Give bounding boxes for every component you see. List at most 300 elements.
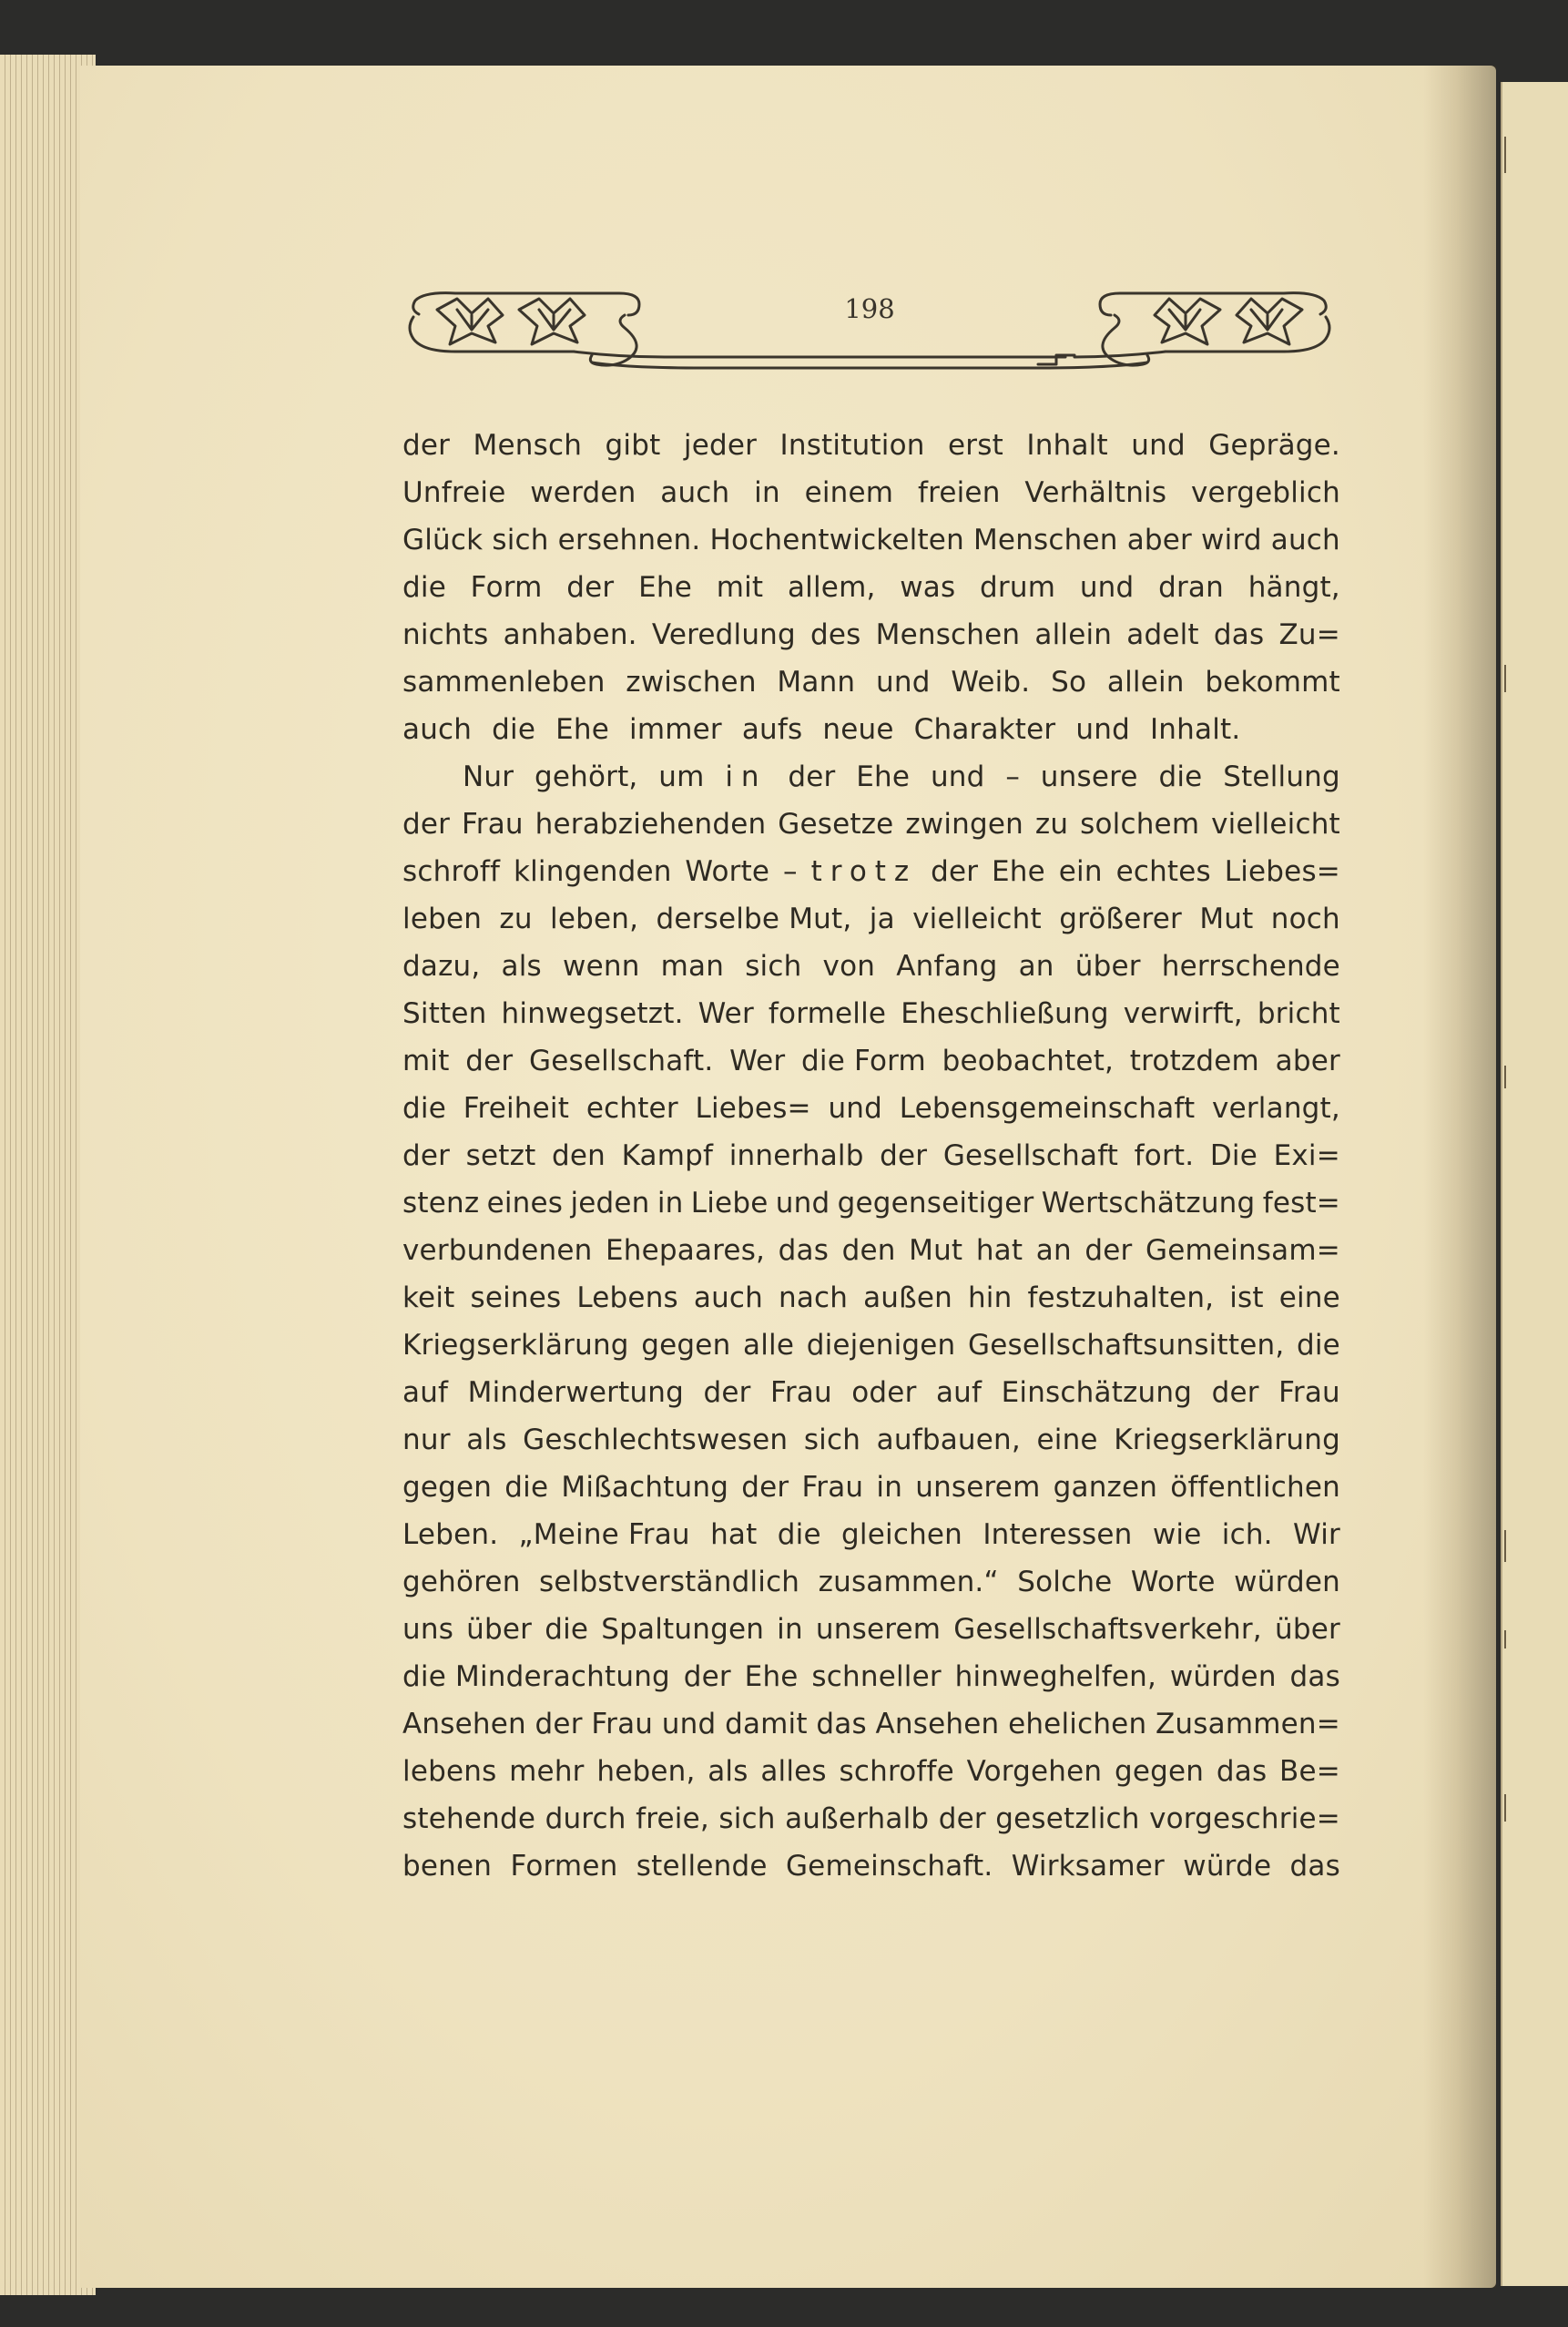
- word: Minderwertung: [467, 1376, 685, 1409]
- word: eines: [486, 1187, 564, 1220]
- word: trotz: [810, 855, 918, 888]
- word: den: [552, 1139, 606, 1172]
- word: Ehe: [856, 760, 911, 793]
- word: zusammen.“: [818, 1566, 999, 1598]
- word: freie,: [636, 1802, 709, 1835]
- word: hinwegsetzt.: [501, 997, 684, 1030]
- word: mehr: [509, 1755, 585, 1788]
- word: des: [810, 618, 861, 651]
- word: Gesellschaftsunsitten,: [967, 1329, 1285, 1362]
- word: was: [900, 571, 956, 604]
- word: der: [938, 1802, 986, 1835]
- word: aufbauen,: [876, 1424, 1021, 1456]
- text-line: [402, 895, 1340, 943]
- word: Frau: [1278, 1376, 1340, 1409]
- word: hängt,: [1247, 571, 1340, 604]
- word: formelle: [768, 997, 887, 1030]
- word: Spaltungen: [601, 1613, 765, 1646]
- word: nur: [402, 1424, 451, 1456]
- word: Inhalt: [1026, 429, 1108, 462]
- word: Ehe: [744, 1660, 799, 1693]
- word: sich: [803, 1424, 861, 1456]
- word: Die: [1209, 1139, 1258, 1172]
- word: man: [660, 950, 725, 983]
- word: der: [880, 1139, 928, 1172]
- word: herrschende: [1161, 950, 1340, 983]
- word: hat: [975, 1234, 1023, 1267]
- word: Liebe: [690, 1187, 769, 1220]
- word: Vorgehen: [966, 1755, 1103, 1788]
- word: und: [775, 1187, 830, 1220]
- word: an: [1018, 950, 1054, 983]
- word: und: [876, 666, 931, 699]
- word: heben,: [596, 1755, 696, 1788]
- word: nach: [778, 1281, 849, 1314]
- text-line: [402, 422, 1340, 469]
- word: Freiheit: [463, 1092, 570, 1125]
- word: Gesetze: [778, 808, 894, 841]
- word: seines: [470, 1281, 562, 1314]
- word: auch: [1270, 524, 1340, 556]
- word: der: [566, 571, 615, 604]
- word: auf: [935, 1376, 983, 1409]
- word: schroffe: [839, 1755, 954, 1788]
- word: ehelichen: [1008, 1708, 1147, 1740]
- word: gegen: [641, 1329, 731, 1362]
- word: größerer: [1059, 903, 1182, 935]
- word: sich: [492, 524, 549, 556]
- word: durch: [545, 1802, 626, 1835]
- word: der: [741, 1471, 789, 1504]
- word: gegenseitiger: [837, 1187, 1034, 1220]
- word: über: [1274, 1613, 1340, 1646]
- binding-shadow: [1423, 66, 1496, 2288]
- word: als: [466, 1424, 507, 1456]
- word: eine: [1278, 1281, 1340, 1314]
- word: hin: [967, 1281, 1013, 1314]
- word: Frau: [801, 1471, 864, 1504]
- word: Zusammen=: [1155, 1708, 1340, 1740]
- word: allein: [1106, 666, 1185, 699]
- word: drum: [980, 571, 1056, 604]
- word: derselbe Mut,: [656, 903, 852, 935]
- word: das: [1289, 1850, 1340, 1883]
- word: stehende: [402, 1802, 536, 1835]
- word: auch: [660, 476, 730, 509]
- word: das: [778, 1234, 830, 1267]
- word: auch: [402, 713, 473, 746]
- word: gibt: [605, 429, 661, 462]
- word: Kriegserklärung: [1114, 1424, 1340, 1456]
- word: noch: [1270, 903, 1340, 935]
- word: jeder: [683, 429, 758, 462]
- word: auf: [402, 1376, 449, 1409]
- facing-page-edge: [1501, 82, 1568, 2286]
- word: in: [876, 1471, 903, 1504]
- word: Ansehen: [875, 1708, 1000, 1740]
- word: Ansehen: [402, 1708, 526, 1740]
- word: der: [402, 1139, 451, 1172]
- text-line: [402, 1227, 1340, 1274]
- word: Nur: [463, 760, 514, 793]
- word: solchem: [1080, 808, 1200, 841]
- word: auch: [693, 1281, 764, 1314]
- word: Zu=: [1278, 618, 1340, 651]
- word: den: [841, 1234, 896, 1267]
- text-line: [402, 1037, 1340, 1085]
- word: Weib.: [951, 666, 1031, 699]
- word: Kampf: [621, 1139, 714, 1172]
- word: die: [1158, 760, 1203, 793]
- word: Verhältnis: [1024, 476, 1167, 509]
- word: sammenleben: [402, 666, 606, 699]
- word: zu: [1034, 808, 1069, 841]
- word: Leben.: [402, 1518, 499, 1551]
- word: mit: [402, 1045, 450, 1077]
- word: der: [788, 760, 836, 793]
- text-line: [402, 753, 1340, 801]
- word: in: [777, 1613, 803, 1646]
- word: eine: [1036, 1424, 1098, 1456]
- word: die: [402, 1092, 446, 1125]
- word: echtes: [1115, 855, 1211, 888]
- word: anhaben.: [503, 618, 637, 651]
- word: allein: [1034, 618, 1113, 651]
- word: die Minderachtung: [402, 1660, 670, 1693]
- word: festzuhalten,: [1027, 1281, 1215, 1314]
- word: die: [504, 1471, 549, 1504]
- word: das: [1213, 618, 1265, 651]
- word: keit: [402, 1281, 455, 1314]
- word: benen: [402, 1850, 493, 1883]
- word: uns: [402, 1613, 454, 1646]
- ivy-ornament-icon: [401, 273, 1339, 383]
- word: gegen: [1115, 1755, 1205, 1788]
- word: gesetzlich: [995, 1802, 1140, 1835]
- word: vielleicht: [912, 903, 1042, 935]
- word: die: [1296, 1329, 1340, 1362]
- word: verwirft,: [1123, 997, 1243, 1030]
- word: lebens: [402, 1755, 497, 1788]
- word: ist: [1229, 1281, 1264, 1314]
- word: Interessen: [983, 1518, 1133, 1551]
- word: der: [402, 429, 451, 462]
- word: Hochentwickelten: [709, 524, 964, 556]
- word: oder: [851, 1376, 917, 1409]
- word: wenn: [563, 950, 640, 983]
- word: über: [1074, 950, 1141, 983]
- word: vorgeschrie=: [1149, 1802, 1340, 1835]
- word: Worte: [1130, 1566, 1216, 1598]
- word: Mut: [1199, 903, 1254, 935]
- word: „Meine Frau: [518, 1518, 690, 1551]
- word: beobachtet,: [942, 1045, 1115, 1077]
- text-line: [402, 1606, 1340, 1653]
- word: an: [1035, 1234, 1072, 1267]
- word: Frau: [770, 1376, 832, 1409]
- word: mit: [716, 571, 764, 604]
- word: –: [1005, 760, 1021, 793]
- word: aber: [1126, 524, 1192, 556]
- text-line: [402, 706, 1340, 753]
- word: ja: [869, 903, 895, 935]
- text-line: [402, 1179, 1340, 1227]
- word: alle: [743, 1329, 795, 1362]
- word: Exi=: [1273, 1139, 1340, 1172]
- text-line: [402, 1369, 1340, 1416]
- text-line: [402, 1274, 1340, 1322]
- word: öffentlichen: [1170, 1471, 1340, 1504]
- word: damit: [725, 1708, 808, 1740]
- word: stenz: [402, 1187, 480, 1220]
- word: immer: [629, 713, 722, 746]
- word: unserem: [815, 1613, 942, 1646]
- word: Gepräge.: [1208, 429, 1340, 462]
- word: Liebes=: [695, 1092, 811, 1125]
- word: der: [1211, 1376, 1259, 1409]
- word: der: [1084, 1234, 1133, 1267]
- word: der: [703, 1376, 751, 1409]
- word: der: [931, 855, 979, 888]
- word: sich: [745, 950, 802, 983]
- word: Institution: [779, 429, 925, 462]
- word: erst: [948, 429, 1003, 462]
- text-line: [402, 1653, 1340, 1700]
- word: So: [1051, 666, 1087, 699]
- word: Liebes=: [1224, 855, 1340, 888]
- word: echter: [585, 1092, 678, 1125]
- text-line: [402, 801, 1340, 848]
- word: Formen: [510, 1850, 618, 1883]
- word: herabziehenden: [535, 808, 767, 841]
- word: trotzdem: [1129, 1045, 1259, 1077]
- word: als: [708, 1755, 748, 1788]
- text-line: [402, 990, 1340, 1037]
- word: würde: [1183, 1850, 1272, 1883]
- word: über: [466, 1613, 533, 1646]
- word: Mensch: [473, 429, 583, 462]
- word: Geschlechtswesen: [523, 1424, 789, 1456]
- word: der: [683, 1660, 731, 1693]
- word: Einschätzung: [1001, 1376, 1193, 1409]
- word: leben,: [550, 903, 639, 935]
- word: Be=: [1279, 1755, 1340, 1788]
- word: in: [657, 1187, 684, 1220]
- word: gehört,: [534, 760, 638, 793]
- word: Menschen: [875, 618, 1021, 651]
- word: klingenden: [513, 855, 672, 888]
- word: das: [1289, 1660, 1340, 1693]
- word: Worte: [685, 855, 770, 888]
- word: Lebens: [576, 1281, 678, 1314]
- word: nichts: [402, 618, 489, 651]
- word: würden: [1234, 1566, 1340, 1598]
- word: –: [783, 855, 798, 888]
- word: Gesellschaft: [942, 1139, 1119, 1172]
- word: um: [658, 760, 705, 793]
- word: leben: [402, 903, 483, 935]
- word: außerhalb: [785, 1802, 930, 1835]
- word: die Form: [801, 1045, 926, 1077]
- word: der: [535, 1708, 583, 1740]
- word: und: [828, 1092, 883, 1125]
- word: Ehe: [992, 855, 1045, 888]
- text-line: [402, 943, 1340, 990]
- word: aufs: [741, 713, 803, 746]
- text-line: [402, 1132, 1340, 1179]
- word: schroff: [402, 855, 501, 888]
- word: freien: [917, 476, 1001, 509]
- word: Form: [470, 571, 543, 604]
- word: gleichen: [841, 1518, 963, 1551]
- word: würden: [1169, 1660, 1277, 1693]
- word: der: [465, 1045, 514, 1077]
- word: fest=: [1262, 1187, 1340, 1220]
- text-line: [402, 658, 1340, 706]
- word: vielleicht: [1211, 808, 1340, 841]
- word: jeden: [570, 1187, 650, 1220]
- word: die: [402, 571, 446, 604]
- word: innerhalb: [728, 1139, 864, 1172]
- word: alles: [760, 1755, 827, 1788]
- word: Wirksamer: [1011, 1850, 1165, 1883]
- word: bekommt: [1205, 666, 1340, 699]
- word: ganzen: [1053, 1471, 1158, 1504]
- text-line: [402, 1795, 1340, 1842]
- word: Charakter: [913, 713, 1056, 746]
- word: hat: [710, 1518, 758, 1551]
- word: selbstverständlich: [539, 1566, 800, 1598]
- word: wird: [1201, 524, 1262, 556]
- word: Gesellschaftsverkehr,: [953, 1613, 1262, 1646]
- word: in: [754, 476, 780, 509]
- word: ersehnen.: [557, 524, 701, 556]
- word: einem: [804, 476, 894, 509]
- word: Wertschätzung: [1041, 1187, 1256, 1220]
- word: werden: [530, 476, 636, 509]
- text-line: [402, 1842, 1340, 1890]
- word: und: [1131, 429, 1186, 462]
- word: die: [492, 713, 536, 746]
- word: vergeblich: [1191, 476, 1340, 509]
- text-line: [402, 1085, 1340, 1132]
- word: Kriegserklärung: [402, 1329, 629, 1362]
- text-line: [402, 1322, 1340, 1369]
- word: zwischen: [626, 666, 757, 699]
- word: Frau: [462, 808, 524, 841]
- word: dran: [1158, 571, 1224, 604]
- word: wie: [1152, 1518, 1202, 1551]
- word: Ehe: [555, 713, 610, 746]
- word: bricht: [1257, 997, 1340, 1030]
- word: unserem: [915, 1471, 1041, 1504]
- word: gehören: [402, 1566, 521, 1598]
- word: setzt: [465, 1139, 536, 1172]
- word: Veredlung: [651, 618, 796, 651]
- word: fort.: [1134, 1139, 1195, 1172]
- word: das: [816, 1708, 867, 1740]
- word: Eheschließung: [901, 997, 1109, 1030]
- word: Ehepaares,: [605, 1234, 766, 1267]
- word: Sitten: [402, 997, 487, 1030]
- word: die: [545, 1613, 589, 1646]
- word: außen: [863, 1281, 952, 1314]
- word: Lebensgemeinschaft: [899, 1092, 1196, 1125]
- text-line: [402, 1558, 1340, 1606]
- body-text: [402, 422, 1340, 1890]
- word: dazu,: [402, 950, 481, 983]
- word: adelt: [1126, 618, 1199, 651]
- word: der: [402, 808, 451, 841]
- text-line: [402, 1416, 1340, 1464]
- word: von: [822, 950, 876, 983]
- word: Wer: [729, 1045, 786, 1077]
- word: schneller: [811, 1660, 942, 1693]
- text-line: [402, 516, 1340, 564]
- word: diejenigen: [806, 1329, 956, 1362]
- word: Frau: [591, 1708, 654, 1740]
- word: Glück: [402, 524, 484, 556]
- text-line: [402, 848, 1340, 895]
- word: Gemeinsam=: [1145, 1234, 1340, 1267]
- word: Wer: [697, 997, 754, 1030]
- word: neue: [822, 713, 894, 746]
- word: sich: [718, 1802, 776, 1835]
- word: die: [777, 1518, 821, 1551]
- word: verlangt,: [1212, 1092, 1340, 1125]
- word: hinweghelfen,: [954, 1660, 1157, 1693]
- word: verbundenen: [402, 1234, 593, 1267]
- word: als: [501, 950, 542, 983]
- word: das: [1216, 1755, 1268, 1788]
- text-line: [402, 611, 1340, 658]
- word: zu: [499, 903, 533, 935]
- text-line: [402, 564, 1340, 611]
- word: Mut: [909, 1234, 963, 1267]
- word: stellende: [636, 1850, 768, 1883]
- word: Inhalt.: [1149, 713, 1241, 746]
- word: Ehe: [638, 571, 692, 604]
- word: und: [1075, 713, 1130, 746]
- word: und: [930, 760, 985, 793]
- word: Wir: [1293, 1518, 1340, 1551]
- word: und: [661, 1708, 717, 1740]
- text-line: [402, 1464, 1340, 1511]
- text-line: [402, 1700, 1340, 1748]
- text-line: [402, 1748, 1340, 1795]
- page-number: 198: [844, 293, 895, 324]
- word: und: [1079, 571, 1135, 604]
- word: Stellung: [1223, 760, 1340, 793]
- word: unsere: [1040, 760, 1138, 793]
- word: Mann: [777, 666, 856, 699]
- word: ich.: [1221, 1518, 1273, 1551]
- text-line: [402, 469, 1340, 516]
- word: Anfang: [896, 950, 998, 983]
- word: Gesellschaft.: [529, 1045, 714, 1077]
- word: Menschen: [972, 524, 1118, 556]
- word: gegen: [402, 1471, 493, 1504]
- word: allem,: [787, 571, 876, 604]
- word: ein: [1058, 855, 1103, 888]
- word: in: [725, 760, 768, 793]
- word: Mißachtung: [561, 1471, 729, 1504]
- word: Unfreie: [402, 476, 506, 509]
- word: aber: [1275, 1045, 1340, 1077]
- word: zwingen: [905, 808, 1024, 841]
- page-header: [401, 273, 1339, 383]
- word: Gemeinschaft.: [785, 1850, 993, 1883]
